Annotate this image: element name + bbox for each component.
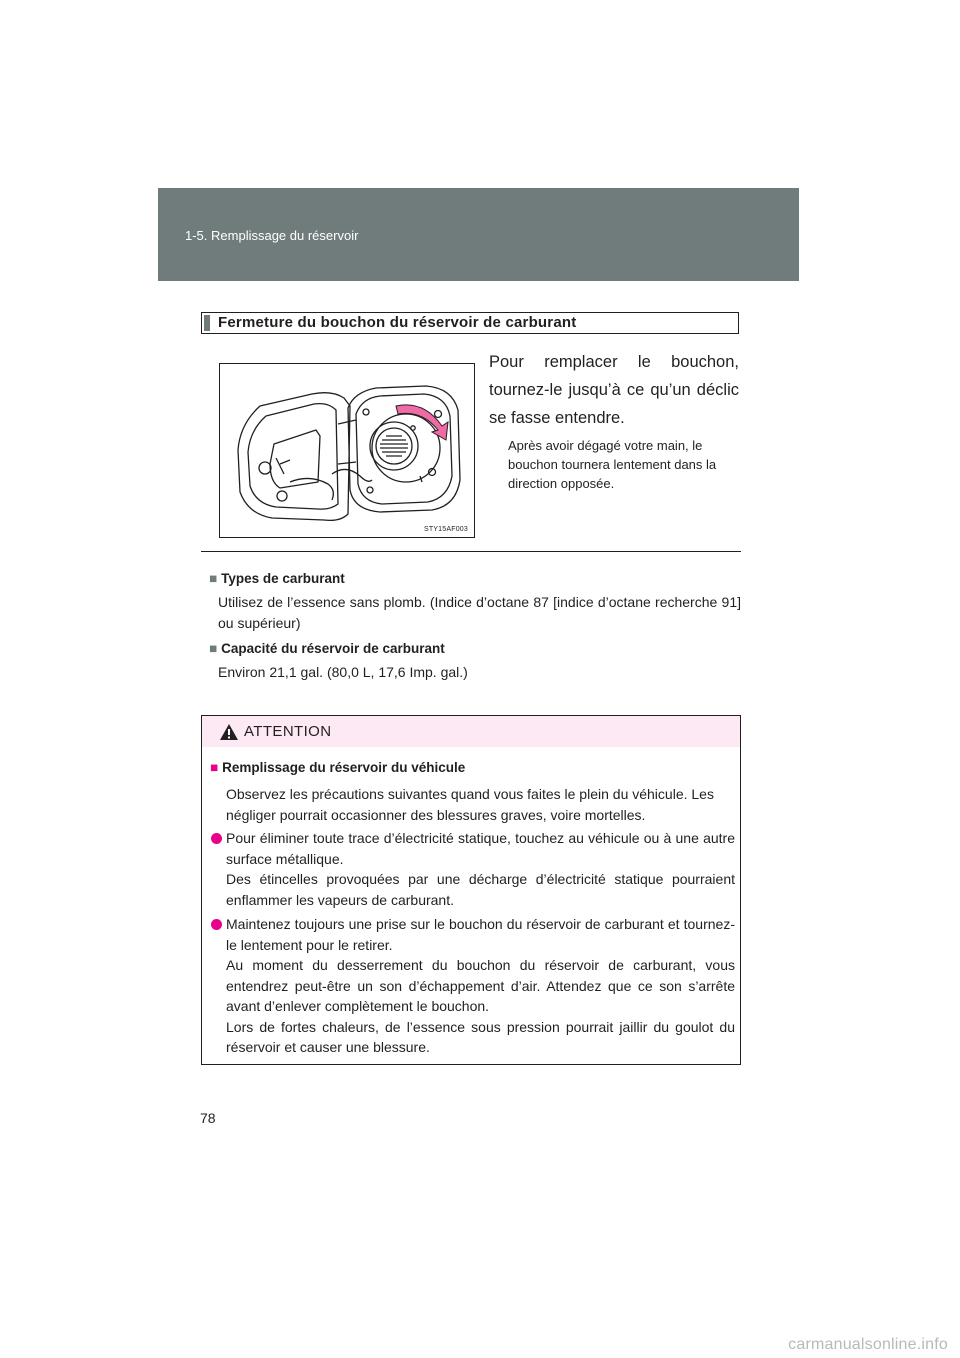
- attention-bullet-line: Des étincelles provoquées par une décharge d’électricité statique pourraient enflammer les vapeurs de carburant.: [226, 871, 735, 908]
- divider: [201, 551, 741, 552]
- header-band: [158, 188, 799, 281]
- warning-icon: [219, 723, 239, 741]
- section-title-box: [201, 312, 739, 334]
- bullet-dot-icon: [211, 919, 222, 930]
- attention-item-title: Remplissage du réservoir du véhicule: [222, 760, 466, 775]
- section-title-bar: [204, 315, 210, 331]
- section-title: Fermeture du bouchon du réservoir de carburant: [218, 314, 577, 331]
- page-number: 78: [200, 1110, 216, 1126]
- attention-bullet-line: Maintenez toujours une prise sur le bouchon du réservoir de carburant et tournez-le lentement pour le retirer.: [226, 916, 735, 953]
- square-bullet-icon: ■: [209, 641, 218, 656]
- fuel-door-drawing: [220, 364, 474, 537]
- info-item-title: Capacité du réservoir de carburant: [221, 641, 445, 656]
- attention-title: ATTENTION: [244, 723, 332, 740]
- attention-box: [201, 715, 741, 1065]
- square-bullet-icon: ■: [210, 760, 219, 775]
- section-breadcrumb: 1-5. Remplissage du réservoir: [185, 228, 359, 243]
- attention-bullet-line: Lors de fortes chaleurs, de l’essence sous pression pourrait jaillir du goulot du réservoir et causer une blessure.: [226, 1018, 735, 1055]
- info-item-heading: [209, 569, 741, 589]
- attention-bullet-line: Pour éliminer toute trace d’électricité statique, touchez au véhicule ou à une autre surface métallique.: [226, 830, 735, 867]
- attention-header: [202, 716, 740, 747]
- attention-bullet: [211, 828, 735, 910]
- info-item-title: Types de carburant: [221, 571, 345, 586]
- square-bullet-icon: ■: [209, 571, 218, 586]
- figure-code: STY15AF003: [423, 526, 468, 533]
- info-item-fuel-type: [209, 569, 741, 633]
- bullet-dot-icon: [211, 833, 222, 844]
- info-item-body: Utilisez de l’essence sans plomb. (Indice d’octane 87 [indice d’octane recherche 91] ou supérieur): [218, 594, 741, 631]
- watermark: carmanualsonline.info: [788, 1336, 948, 1353]
- attention-bullet-text: [211, 914, 735, 1058]
- info-item-heading: [209, 639, 741, 659]
- info-item-body: Environ 21,1 gal. (80,0 L, 17,6 Imp. gal.): [218, 664, 468, 680]
- attention-bullet-text: [211, 828, 735, 910]
- instruction-main: Pour remplacer le bouchon, tournez-le jusqu’à ce qu’un déclic se fasse entendre.: [489, 353, 739, 427]
- rotation-arrow: [396, 405, 448, 440]
- attention-intro: Observez les précautions suivantes quand vous faites le plein du véhicule. Les négliger pourrait occasionner des blessures graves, voire mortelles.: [226, 786, 714, 823]
- attention-bullet: [211, 914, 735, 1058]
- instruction-sub: Après avoir dégagé votre main, le bouchon tournera lentement dans la direction opposée.: [508, 438, 717, 491]
- attention-bullet-line: Au moment du desserrement du bouchon du réservoir de carburant, vous entendrez peut-être un son d’échappement d’air. Attendez que ce son s’arrête avant d’enlever complètement le bouchon.: [226, 957, 735, 1014]
- attention-item-heading: [210, 760, 465, 775]
- fuel-cap-illustration: [219, 363, 475, 538]
- info-item-capacity: [209, 639, 741, 683]
